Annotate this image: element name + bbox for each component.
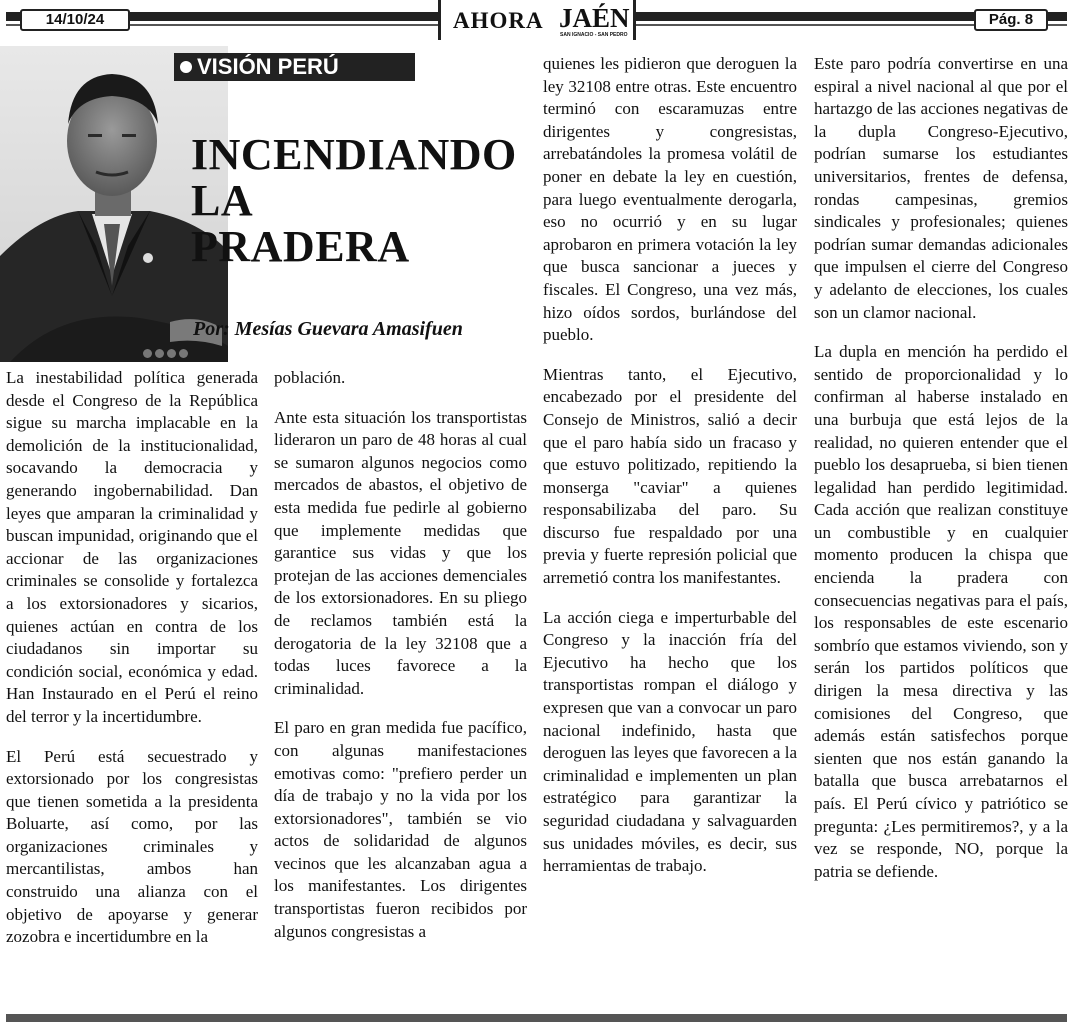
headline-line: INCENDIANDO: [191, 130, 517, 179]
headline-line: PRADERA: [191, 222, 410, 271]
photo-dots: [143, 349, 188, 358]
author-byline: Por: Mesías Guevara Amasifuen: [193, 318, 463, 340]
section-label-text: VISIÓN PERÚ: [197, 54, 339, 79]
article-headline: [191, 132, 517, 270]
paragraph: La dupla en mención ha perdido el sentido de proporcionalidad y lo confirman al haberse instalado en una burbuja que está lejos de la realidad, no quieren entender que el pueblo los desaprueba, si bien tienen legalidad han perdido legitimidad. Cada acción que realizan constituye un combustible y en cualquier momento producen la chispa que encienda la pradera con consecuencias negativas para el país, los responsables de este escenario sombrío que estamos viviendo, son y serán los partidos políticos que dirigen la mesa directiva y las comisiones del Congreso, que además están satisfechos porque sienten que nos están ganando la batalla que busca arrebatarnos el país. El Perú cívico y patriótico se pregunta: ¿Les permitiremos?, y a la vez se responde, NO, porque la patria se defiende.: [814, 342, 1068, 881]
logo-ahora: AHORA: [453, 8, 544, 33]
paragraph: quienes les pidieron que deroguen la ley 32108 entre otras. Este encuentro terminó con escaramuzas entre dirigentes y congresistas, arrebatándoles la promesa volátil de poner en debate la ley en cuestión, para luego eventualmente derogarla, eso no ocurrió y en su lugar aprobaron en primera votación la ley que busca sancionar a jueces y fiscales. El Congreso, una vez más, hizo oídos sordos, burlándose del pueblo.: [543, 54, 797, 345]
paragraph: El Perú está secuestrado y extorsionado por los congresistas que tienen sometida a la presidenta Boluarte, así como, por las organizaciones criminales y mercantilistas, ambos han construido una alianza con el objetivo de apoyarse y generar zozobra e incertidumbre en la: [6, 746, 258, 947]
section-label: [174, 53, 415, 81]
text-column-1: [6, 367, 258, 966]
newspaper-logo: [438, 0, 636, 40]
dot: [155, 349, 164, 358]
text-column-4: [814, 53, 1068, 900]
logo-jaen: JAÉN: [559, 3, 630, 33]
dot: [143, 349, 152, 358]
paragraph: La inestabilidad política generada desde el Congreso de la República sigue su marcha implacable en la demolición de la institucionalidad, socavando la democracia y generando ingobernabilidad. Dan leyes que amparan la criminalidad y buscan impunidad, originando que el accionar de las organizaciones criminales se consolide y fortalezca a los extorsionadores y sicarios, quienes actúan en contra de los ciudadanos sin importar su condición social, económica y edad. Han Instaurado en el Perú el reino del terror y la incertidumbre.: [6, 368, 258, 726]
headline-line: LA: [191, 176, 254, 225]
dot: [167, 349, 176, 358]
issue-date: 14/10/24: [20, 9, 130, 31]
footer-rule: [6, 1014, 1067, 1022]
page-header: [0, 0, 1073, 38]
paragraph: Este paro podría convertirse en una espiral a nivel nacional al que por el hartazgo de las acciones negativas de la dupla Congreso-Ejecutivo, podrían sumarse los estudiantes universitarios, frentes de defensa, rondas campesinas, gremios sindicales y profesionales; quienes podrían sumar demandas adicionales que impulsen el cierre del Congreso y adelanto de elecciones, los cuales son un clamor nacional.: [814, 54, 1068, 322]
dot: [179, 349, 188, 358]
page-number: Pág. 8: [974, 9, 1048, 31]
paragraph: El paro en gran medida fue pacífico, con algunas manifestaciones emotivas como: "prefiero perder un día de trabajo y no la vida por los extorsionadores", también se vio actos de solidaridad de algunos vecinos que les alcanzaban agua a los manifestantes. Los dirigentes transportistas fueron recibidos por algunos congresistas a: [274, 718, 527, 941]
text-column-2: [274, 367, 527, 960]
paragraph: Mientras tanto, el Ejecutivo, encabezado por el presidente del Consejo de Ministros, salió a decir que el paro había sido un fracaso y que estuvo politizado, repitiendo la monserga "caviar" a quienes responsabilizaba del paro. Su discurso fue respaldado por una previa y fuerte represión policial que arremetió contra los manifestantes.: [543, 364, 797, 588]
paragraph: Ante esta situación los transportistas lideraron un paro de 48 horas al cual se sumaron algunos negocios como mercados de abastos, el objetivo de esta medida fue pedirle al gobierno que implemente medidas que garantice sus vidas y que los protejan de las acciones demenciales de los extorsionadores. En su pliego de reclamos también está la derogatoria de la ley 32108 que a todas luces favorece a la criminalidad.: [274, 407, 527, 698]
section-bullet-icon: [180, 61, 192, 73]
text-column-3: [543, 53, 797, 895]
paragraph: La acción ciega e imperturbable del Congreso y la inacción fría del Ejecutivo ha hecho que los transportistas rompan el diálogo y expresen que van a convocar un paro nacional indefinido, hasta que deroguen las leyes que favorecen a la criminalidad e implementen un plan estratégico para garantizar la seguridad ciudadana y salvaguarden sus unidades móviles, es decir, sus herramientas de trabajo.: [543, 607, 797, 876]
logo-subtitle: SAN IGNACIO - SAN PEDRO: [560, 32, 628, 38]
paragraph: población.: [274, 368, 346, 387]
